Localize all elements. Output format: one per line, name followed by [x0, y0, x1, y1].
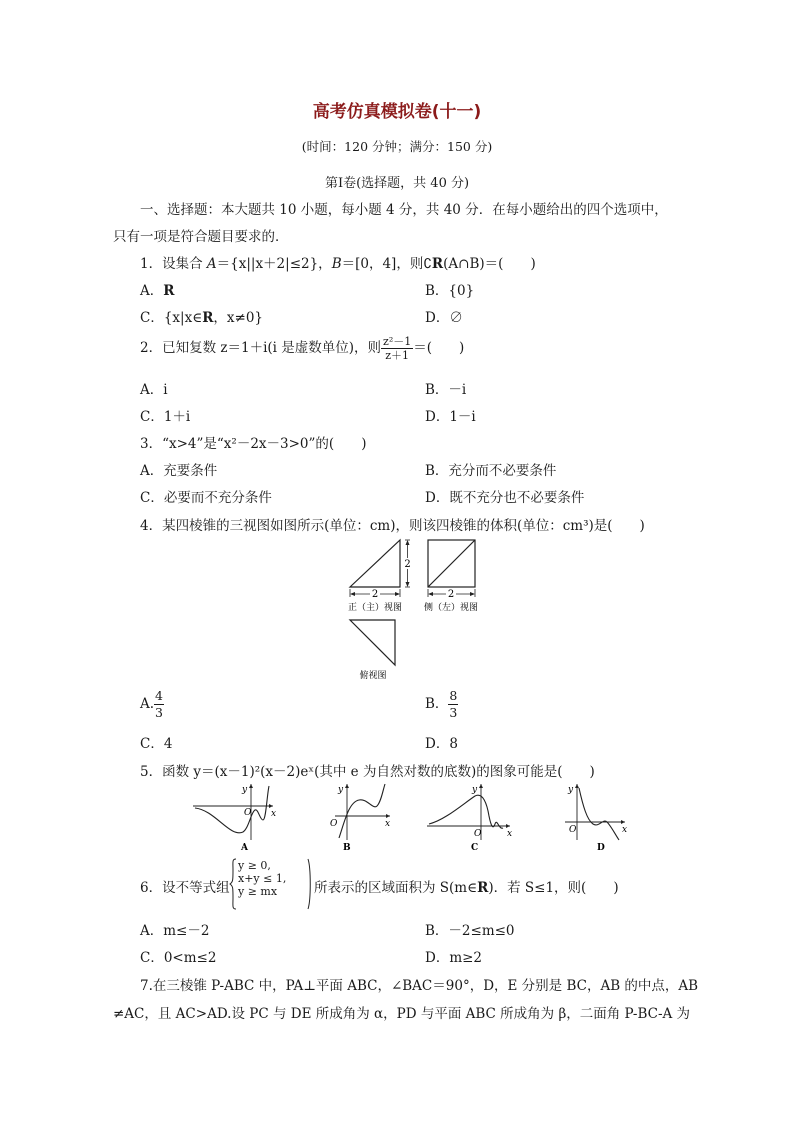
front-view-label: 正（主）视图	[347, 603, 403, 613]
svg-text:O: O	[330, 819, 338, 829]
q1-option-b: B．{0}	[425, 283, 475, 299]
q1-option-c: C．{x|x∈R，x≠0}	[140, 310, 264, 326]
three-view-figure	[330, 535, 500, 685]
exam-info: (时间：120 分钟；满分：150 分)	[301, 139, 493, 154]
q6-inequality-2: x+y ≤ 1,	[238, 872, 287, 885]
svg-text:O: O	[244, 808, 252, 818]
svg-text:A: A	[241, 843, 248, 853]
question-7-line1: 7.在三棱锥 P-ABC 中，PA⊥平面 ABC，∠BAC＝90°，D，E 分别是 BC，AB 的中点，AB	[140, 978, 699, 994]
svg-text:O: O	[569, 825, 577, 835]
question-1-stem	[140, 252, 536, 272]
question-5-stem: 5．函数 y＝(x－1)²(x－2)eˣ(其中 e 为自然对数的底数)的图象可能是( )	[140, 764, 595, 780]
q6-inequality-3: y ≥ mx	[238, 885, 278, 898]
q2-fraction-numerator: z²－1	[383, 335, 412, 348]
q2-option-d: D．1－i	[425, 409, 476, 425]
svg-text:x: x	[507, 829, 513, 839]
q1-reals-symbol: R	[431, 256, 444, 272]
side-view-label: 侧（左）视图	[423, 603, 479, 613]
svg-text:x: x	[622, 825, 628, 835]
question-7-line2: ≠AC，且 AC>AD.设 PC 与 DE 所成角为 α，PD 与平面 ABC 所成角为 β，二面角 P-BC-A 为	[113, 1006, 691, 1022]
q1-option-a: A．R	[140, 283, 175, 299]
question-3-stem: 3．“x>4”是“x²－2x－3>0”的( )	[140, 436, 367, 452]
graph-d	[565, 784, 627, 853]
question-2-stem	[140, 335, 464, 362]
q6-option-d: D．m≥2	[425, 950, 483, 966]
front-view-triangle	[350, 540, 400, 587]
q2-stem-tail: ＝( )	[413, 340, 465, 356]
q3-option-c: C．必要而不充分条件	[140, 490, 272, 506]
q6-inequality-1: y ≥ 0,	[238, 859, 271, 872]
q6-inequality-system	[238, 859, 286, 898]
q2-option-c: C．1＋i	[140, 409, 191, 425]
svg-text:C: C	[471, 843, 479, 853]
dim-front-width: 2	[371, 589, 379, 600]
top-view-triangle	[350, 620, 395, 665]
q4-option-c: C．4	[140, 736, 173, 752]
section-intro-line2: 只有一项是符合题目要求的．	[113, 229, 289, 245]
dim-front-height: 2	[404, 559, 411, 570]
svg-text:y: y	[338, 785, 344, 795]
svg-text:y: y	[472, 785, 478, 795]
q1-stem-text-g: (A∩B)＝( )	[443, 256, 536, 272]
graph-b	[330, 784, 390, 853]
q1-stem-text-c: ＝{x||x＋2|≤2}，	[216, 256, 332, 272]
section-intro-line1: 一、选择题：本大题共 10 小题，每小题 4 分，共 40 分．在每小题给出的四个选项中，	[140, 202, 668, 218]
q2-fraction-denominator: z＋1	[385, 349, 410, 362]
part-heading: 第Ⅰ卷(选择题，共 40 分)	[324, 176, 470, 191]
question-6-stem-start: 6．设不等式组	[140, 880, 230, 896]
q2-option-a: A．i	[140, 382, 168, 398]
q1-set-b: B	[331, 256, 342, 272]
svg-text:D: D	[597, 843, 605, 853]
q6-right-bracket	[306, 858, 314, 910]
q4-option-a: A. $\frac{4}{3}$	[140, 688, 163, 720]
q3-option-b: B．充分而不必要条件	[425, 463, 557, 479]
svg-text:y: y	[568, 785, 574, 795]
q1-set-a: A	[206, 256, 217, 272]
q2-stem-text: 2．已知复数 z＝1＋i(i 是虚数单位)，则	[140, 340, 382, 356]
top-view-label: 俯视图	[359, 671, 387, 681]
q6-option-a: A．m≤－2	[140, 923, 210, 939]
q3-option-d: D．既不充分也不必要条件	[425, 490, 585, 506]
question-4-stem: 4．某四棱锥的三视图如图所示(单位：cm)，则该四棱锥的体积(单位：cm³)是( )	[140, 518, 645, 534]
svg-text:y: y	[242, 785, 248, 795]
q1-stem-text-a: 1．设集合	[140, 256, 207, 272]
svg-text:x: x	[385, 819, 391, 829]
svg-text:B: B	[343, 843, 351, 853]
q3-option-a: A．充要条件	[140, 463, 218, 479]
graph-c	[427, 784, 512, 853]
q4-option-d: D．8	[425, 736, 458, 752]
q6-left-brace	[229, 858, 237, 910]
graph-a	[193, 784, 276, 853]
question-6-stem-end: 所表示的区域面积为 S(m∈R)．若 S≤1，则( )	[314, 880, 619, 896]
q2-option-b: B．－i	[425, 382, 467, 398]
q5-graph-options	[185, 780, 645, 855]
q4-option-b: B． $\frac{8}{3}$	[425, 688, 458, 720]
q6-option-b: B．－2≤m≤0	[425, 923, 515, 939]
q2-fraction	[381, 335, 413, 362]
page-title: 高考仿真模拟卷(十一)	[312, 102, 482, 122]
q1-stem-text-e: ＝[0，4]，则∁	[341, 256, 432, 272]
svg-text:x: x	[271, 809, 277, 819]
svg-text:O: O	[474, 829, 482, 839]
dim-side-width: 2	[447, 589, 455, 600]
q6-option-c: C．0<m≤2	[140, 950, 217, 966]
q1-option-d: D．∅	[425, 310, 463, 326]
